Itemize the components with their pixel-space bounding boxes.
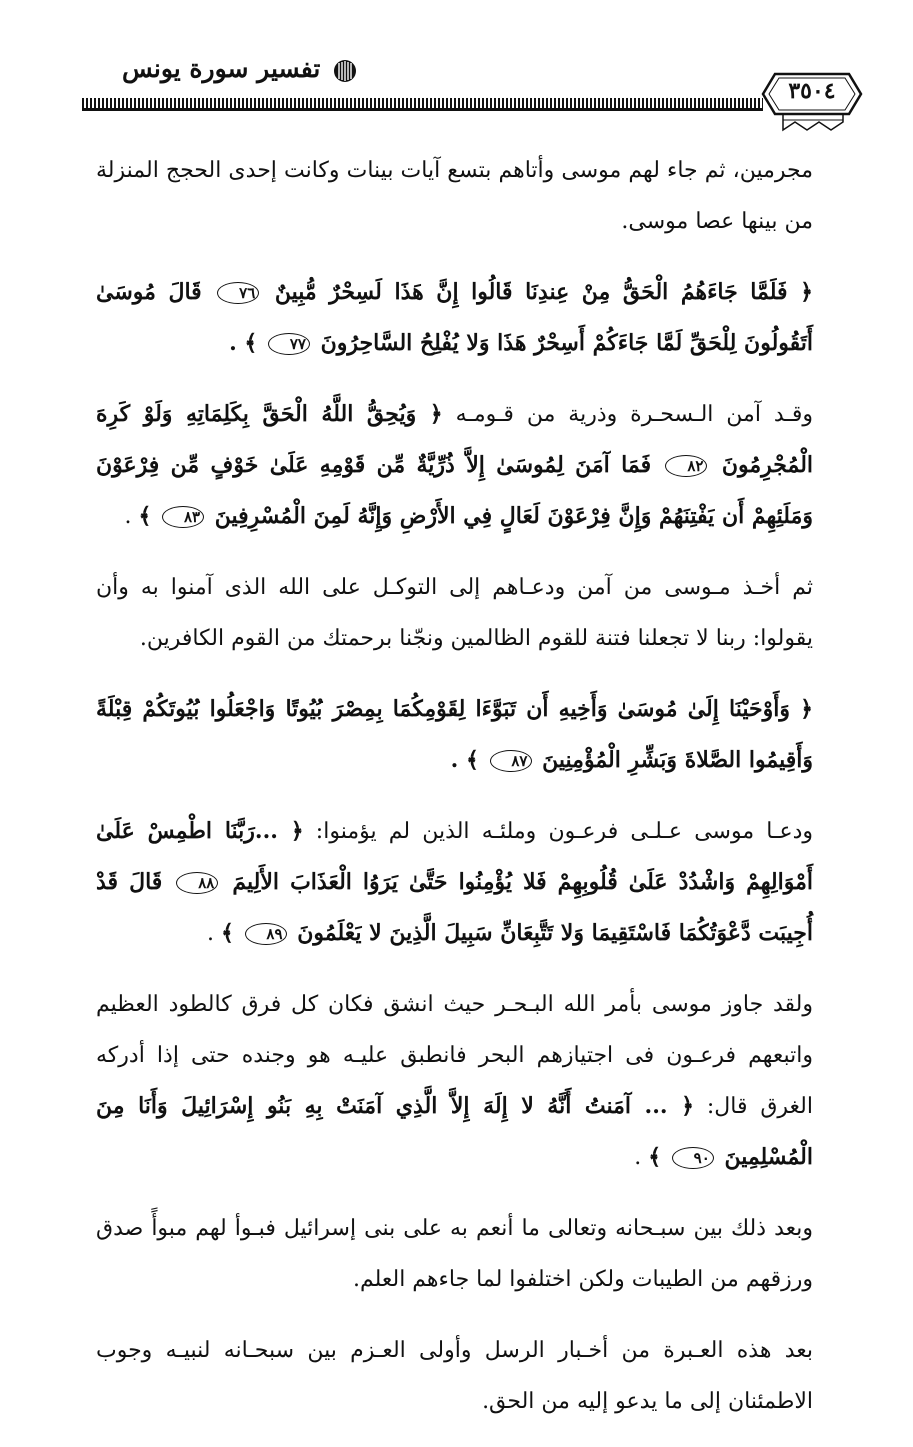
page-number-badge	[761, 68, 863, 142]
verse-number-badge: ٨٣	[162, 506, 204, 528]
quran-verse-paragraph	[96, 267, 813, 369]
verse-number-badge: ٨٢	[665, 455, 707, 477]
verse-number-badge: ٨٧	[490, 750, 532, 772]
commentary-paragraph	[96, 389, 813, 542]
quran-close-bracket: ﴾	[465, 747, 487, 773]
commentary-text: وبعد ذلك بين سبـحانه وتعالى ما أنعم به على بنى إسرائيل فبـوأ لهم مبوأً صدق ورزقهم من الطيبات ولكن اختلفوا لما جاءهم العلم.	[96, 1216, 813, 1292]
commentary-text: .	[206, 921, 221, 946]
commentary-paragraph	[96, 979, 813, 1183]
commentary-paragraph	[96, 562, 813, 664]
quran-text: فَلَمَّا جَاءَهُمُ الْحَقُّ مِنْ عِندِنَا قَالُوا إِنَّ هَذَا لَسِحْرٌ مُّبِينٌ	[262, 279, 801, 305]
quran-verse-paragraph	[96, 684, 813, 786]
flower-ornament-icon	[332, 58, 358, 84]
commentary-text: .	[634, 1145, 649, 1170]
commentary-text: ولقد جاوز موسى بأمر الله البـحـر حيث انشق فكان كل فرق كالطود العظيم واتبعهم فرعـون فى اجتيازهم البحر فانطبق عليـه هو وجنده حتى إذا أدركه الغرق قال:	[96, 992, 813, 1119]
quran-text: .	[450, 747, 466, 773]
quran-text: ... آمَنتُ أَنَّهُ لا إِلَهَ إِلاَّ الَّذِي آمَنَتْ بِهِ بَنُو إِسْرَائِيلَ وَأَنَا مِنَ الْمُسْلِمِينَ	[96, 1093, 813, 1170]
commentary-paragraph	[96, 1325, 813, 1427]
commentary-paragraph	[96, 1203, 813, 1305]
quran-open-bracket: ﴿	[429, 401, 443, 427]
commentary-paragraph	[96, 806, 813, 959]
commentary-paragraph	[96, 145, 813, 247]
quran-open-bracket: ﴿	[681, 1093, 694, 1119]
quran-text: ...رَبَّنَا اطْمِسْ عَلَىٰ أَمْوَالِهِمْ وَاشْدُدْ عَلَىٰ قُلُوبِهِمْ فَلا يُؤْمِنُوا حَتَّىٰ يَرَوُا الْعَذَابَ الأَلِيمَ	[96, 818, 813, 895]
page-header	[82, 40, 863, 140]
verse-number-badge: ٨٨	[176, 872, 218, 894]
verse-number-badge: ٧٧	[268, 333, 310, 355]
quran-open-bracket: ﴿	[290, 818, 304, 844]
verse-number-badge: ٨٩	[245, 923, 287, 945]
verse-number-badge: ٧٦	[217, 282, 259, 304]
page-number: ٣٥٠٤	[788, 78, 836, 104]
quran-text: فَمَا آمَنَ لِمُوسَىٰ إِلاَّ ذُرِّيَّةٌ مِّن قَوْمِهِ عَلَىٰ خَوْفٍ مِّن فِرْعَوْنَ وَمَلَئِهِمْ أَن يَفْتِنَهُمْ وَإِنَّ فِرْعَوْنَ لَعَالٍ فِي الأَرْضِ وَإِنَّهُ لَمِنَ الْمُسْرِفِينَ	[96, 452, 813, 529]
body-text	[96, 145, 813, 1447]
commentary-text: وقـد آمن الـسحـرة وذرية من قـومـه	[442, 402, 813, 427]
header-dotted-rule	[82, 98, 763, 108]
quran-open-bracket: ﴿	[800, 696, 813, 722]
quran-close-bracket: ﴾	[244, 330, 265, 356]
commentary-text: بعد هذه العـبرة من أخـبار الرسل وأولى العـزم بين سبحـانه لنبيـه وجوب الاطمئنان إلى ما يدعو إليه من الحق.	[96, 1338, 813, 1414]
quran-close-bracket: ﴾	[648, 1144, 669, 1170]
commentary-text: .	[124, 504, 139, 529]
header-solid-rule	[82, 108, 763, 111]
quran-text: .	[229, 330, 245, 356]
quran-text: وَيُحِقُّ اللَّهُ الْحَقَّ بِكَلِمَاتِهِ وَلَوْ كَرِهَ الْمُجْرِمُونَ	[96, 401, 814, 478]
quran-text: قَالَ مُوسَىٰ أَتَقُولُونَ لِلْحَقِّ لَمَّا جَاءَكُمْ أَسِحْرٌ هَذَا وَلا يُفْلِحُ السَّاحِرُونَ	[96, 279, 813, 356]
commentary-text: ثم أخـذ مـوسى من آمن ودعـاهم إلى التوكـل على الله الذى آمنوا به وأن يقولوا: ربنا لا تجعلنا فتنة للقوم الظالمين ونجّنا برحمتك من القوم الكافرين.	[96, 575, 813, 651]
quran-open-bracket: ﴿	[800, 279, 813, 305]
quran-text: وَأَوْحَيْنَا إِلَىٰ مُوسَىٰ وَأَخِيهِ أَن تَبَوَّءَا لِقَوْمِكُمَا بِمِصْرَ بُيُوتًا وَاجْعَلُوا بُيُوتَكُمْ قِبْلَةً وَأَقِيمُوا الصَّلاةَ وَبَشِّرِ الْمُؤْمِنِينَ	[96, 696, 813, 773]
commentary-text: مجرمين، ثم جاء لهم موسى وأتاهم بتسع آيات بينات وكانت إحدى الحجج المنزلة من بينها عصا موسى.	[96, 158, 813, 234]
quran-close-bracket: ﴾	[138, 503, 160, 529]
quran-text: قَالَ قَدْ أُجِيبَت دَّعْوَتُكُمَا فَاسْتَقِيمَا وَلا تَتَّبِعَانِّ سَبِيلَ الَّذِينَ لا يَعْلَمُونَ	[96, 869, 813, 946]
verse-number-badge: ٩٠	[672, 1147, 714, 1169]
quran-close-bracket: ﴾	[220, 920, 242, 946]
running-title: تفسير سورة يونس	[122, 54, 321, 83]
commentary-text: ودعـا موسى عـلـى فرعـون وملئـه الذين لم يؤمنوا:	[303, 819, 813, 844]
